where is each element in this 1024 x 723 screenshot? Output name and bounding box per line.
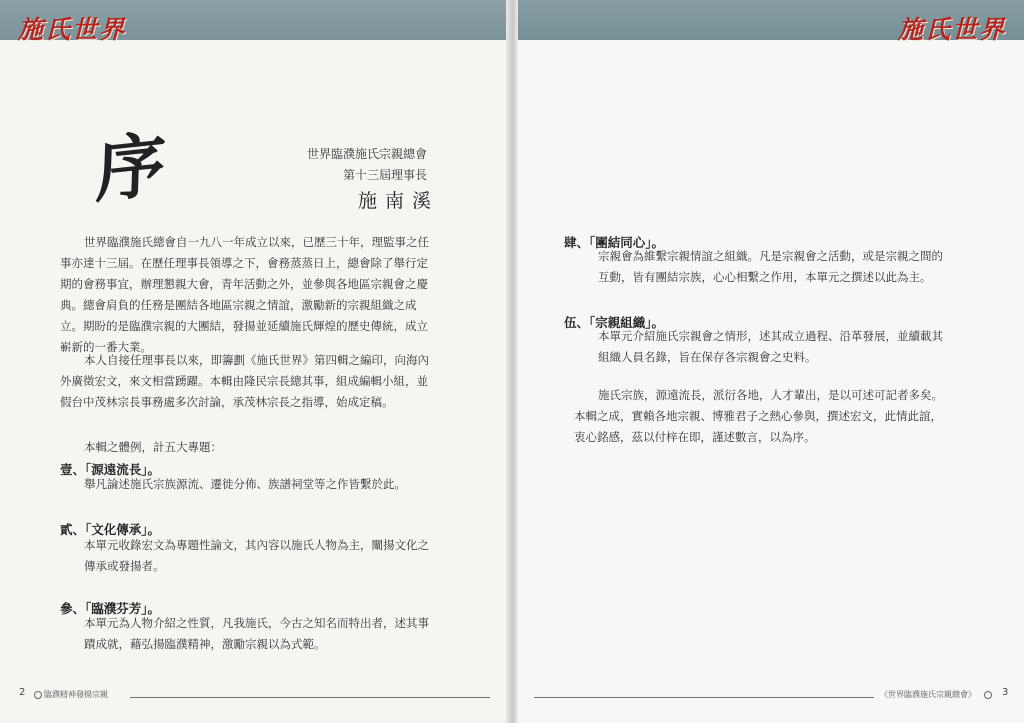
text-line: 舉凡論述施氏宗族源流、遷徙分佈、族譜祠堂等之作皆繫於此。: [84, 477, 406, 491]
ornament-icon: [34, 691, 42, 699]
signer-name: 施南溪: [358, 190, 440, 212]
text-line: 本單元收錄宏文為專題性論文，其內容以施氏人物為主，闡揚文化之: [84, 538, 429, 552]
section-body: [84, 613, 464, 655]
text-line: 傳承或發揚者。: [84, 559, 165, 573]
signer-role: 第十三屆理事長: [343, 168, 428, 182]
section-title: 壹、「源遠流長」。: [60, 462, 161, 477]
paragraph-1: [60, 232, 456, 358]
section-title: 參、「臨濮芬芳」。: [60, 601, 161, 616]
text-line: 嶄新的一番大業。: [60, 340, 152, 354]
paragraph-2: [60, 350, 456, 413]
left-page: [0, 0, 510, 723]
book-gutter: [506, 0, 518, 723]
brand-logo: 施氏世界: [897, 15, 1006, 44]
section-title: 伍、「宗親組織」。: [564, 315, 665, 330]
text-line: 互動，皆有團結宗族，心心相繫之作用，本單元之撰述以此為主。: [598, 270, 932, 284]
brand-logo: 施氏世界: [18, 15, 127, 44]
text-line: 宗親會為維繫宗親情誼之組織。凡是宗親會之活動，或是宗親之間的: [598, 249, 943, 263]
text-line: 立。期盼的是臨濮宗親的大團結，發揚並延續施氏輝煌的歷史傳統，成立: [60, 319, 428, 333]
page-number: 3: [1002, 687, 1009, 698]
text-line: 本單元為人物介紹之性質，凡我施氏，今古之知名而特出者，述其事: [84, 616, 429, 630]
right-page: [514, 0, 1024, 723]
preface-title: 序: [94, 122, 168, 214]
topics-intro: 本輯之體例，計五大專題：: [84, 440, 222, 454]
closing-paragraph: [574, 385, 994, 448]
footer-caption: 《世界臨濮施氏宗親總會》: [880, 690, 976, 699]
footer-rule: [130, 697, 490, 698]
page-number: 2: [19, 687, 26, 698]
footer-rule: [534, 697, 874, 698]
footer-caption: 臨濮精神發揚宗親: [44, 690, 108, 699]
section-body: [84, 535, 464, 577]
text-line: 組織人員名錄，旨在保存各宗親會之史料。: [598, 350, 817, 364]
text-line: 施氏宗族，源遠流長，派衍各地，人才輩出，是以可述可記者多矣。: [598, 388, 943, 402]
text-line: 蹟成就，藉弘揚臨濮精神，激勵宗親以為式範。: [84, 637, 326, 651]
section-body: [598, 326, 998, 368]
text-line: 本人自接任理事長以來，即籌劃《施氏世界》第四輯之編印，向海內: [84, 353, 429, 367]
ornament-icon: [984, 691, 992, 699]
text-line: 假台中茂林宗長事務處多次討論，承茂林宗長之指導，始成定稿。: [60, 395, 394, 409]
text-line: 外廣徵宏文，來文相當踴躍。本輯由隆民宗長總其事，組成編輯小組，並: [60, 374, 428, 388]
section-body: [598, 246, 998, 288]
text-line: 本輯之成，實賴各地宗親、博雅君子之熱心參與，撰述宏文，此情此誼，: [574, 409, 942, 423]
organization-name: 世界臨濮施氏宗親總會: [307, 147, 428, 161]
text-line: 世界臨濮施氏總會自一九八一年成立以來，已歷三十年，理監事之任: [84, 235, 429, 249]
text-line: 衷心銘感，茲以付梓在即，謹述數言，以為序。: [574, 430, 816, 444]
section-body: [84, 474, 464, 495]
text-line: 本單元介紹施氏宗親會之情形，述其成立過程、沿革發展，並續載其: [598, 329, 943, 343]
text-line: 事亦達十三屆。在歷任理事長領導之下，會務蒸蒸日上，總會除了舉行定: [60, 256, 428, 270]
text-line: 典。總會肩負的任務是團結各地區宗親之情誼，激勵新的宗親組織之成: [60, 298, 417, 312]
section-title: 肆、「團結同心」。: [564, 235, 665, 250]
section-title: 貳、「文化傳承」。: [60, 522, 161, 537]
text-line: 期的會務事宜，辦理懇親大會，青年活動之外，並參與各地區宗親會之慶: [60, 277, 428, 291]
